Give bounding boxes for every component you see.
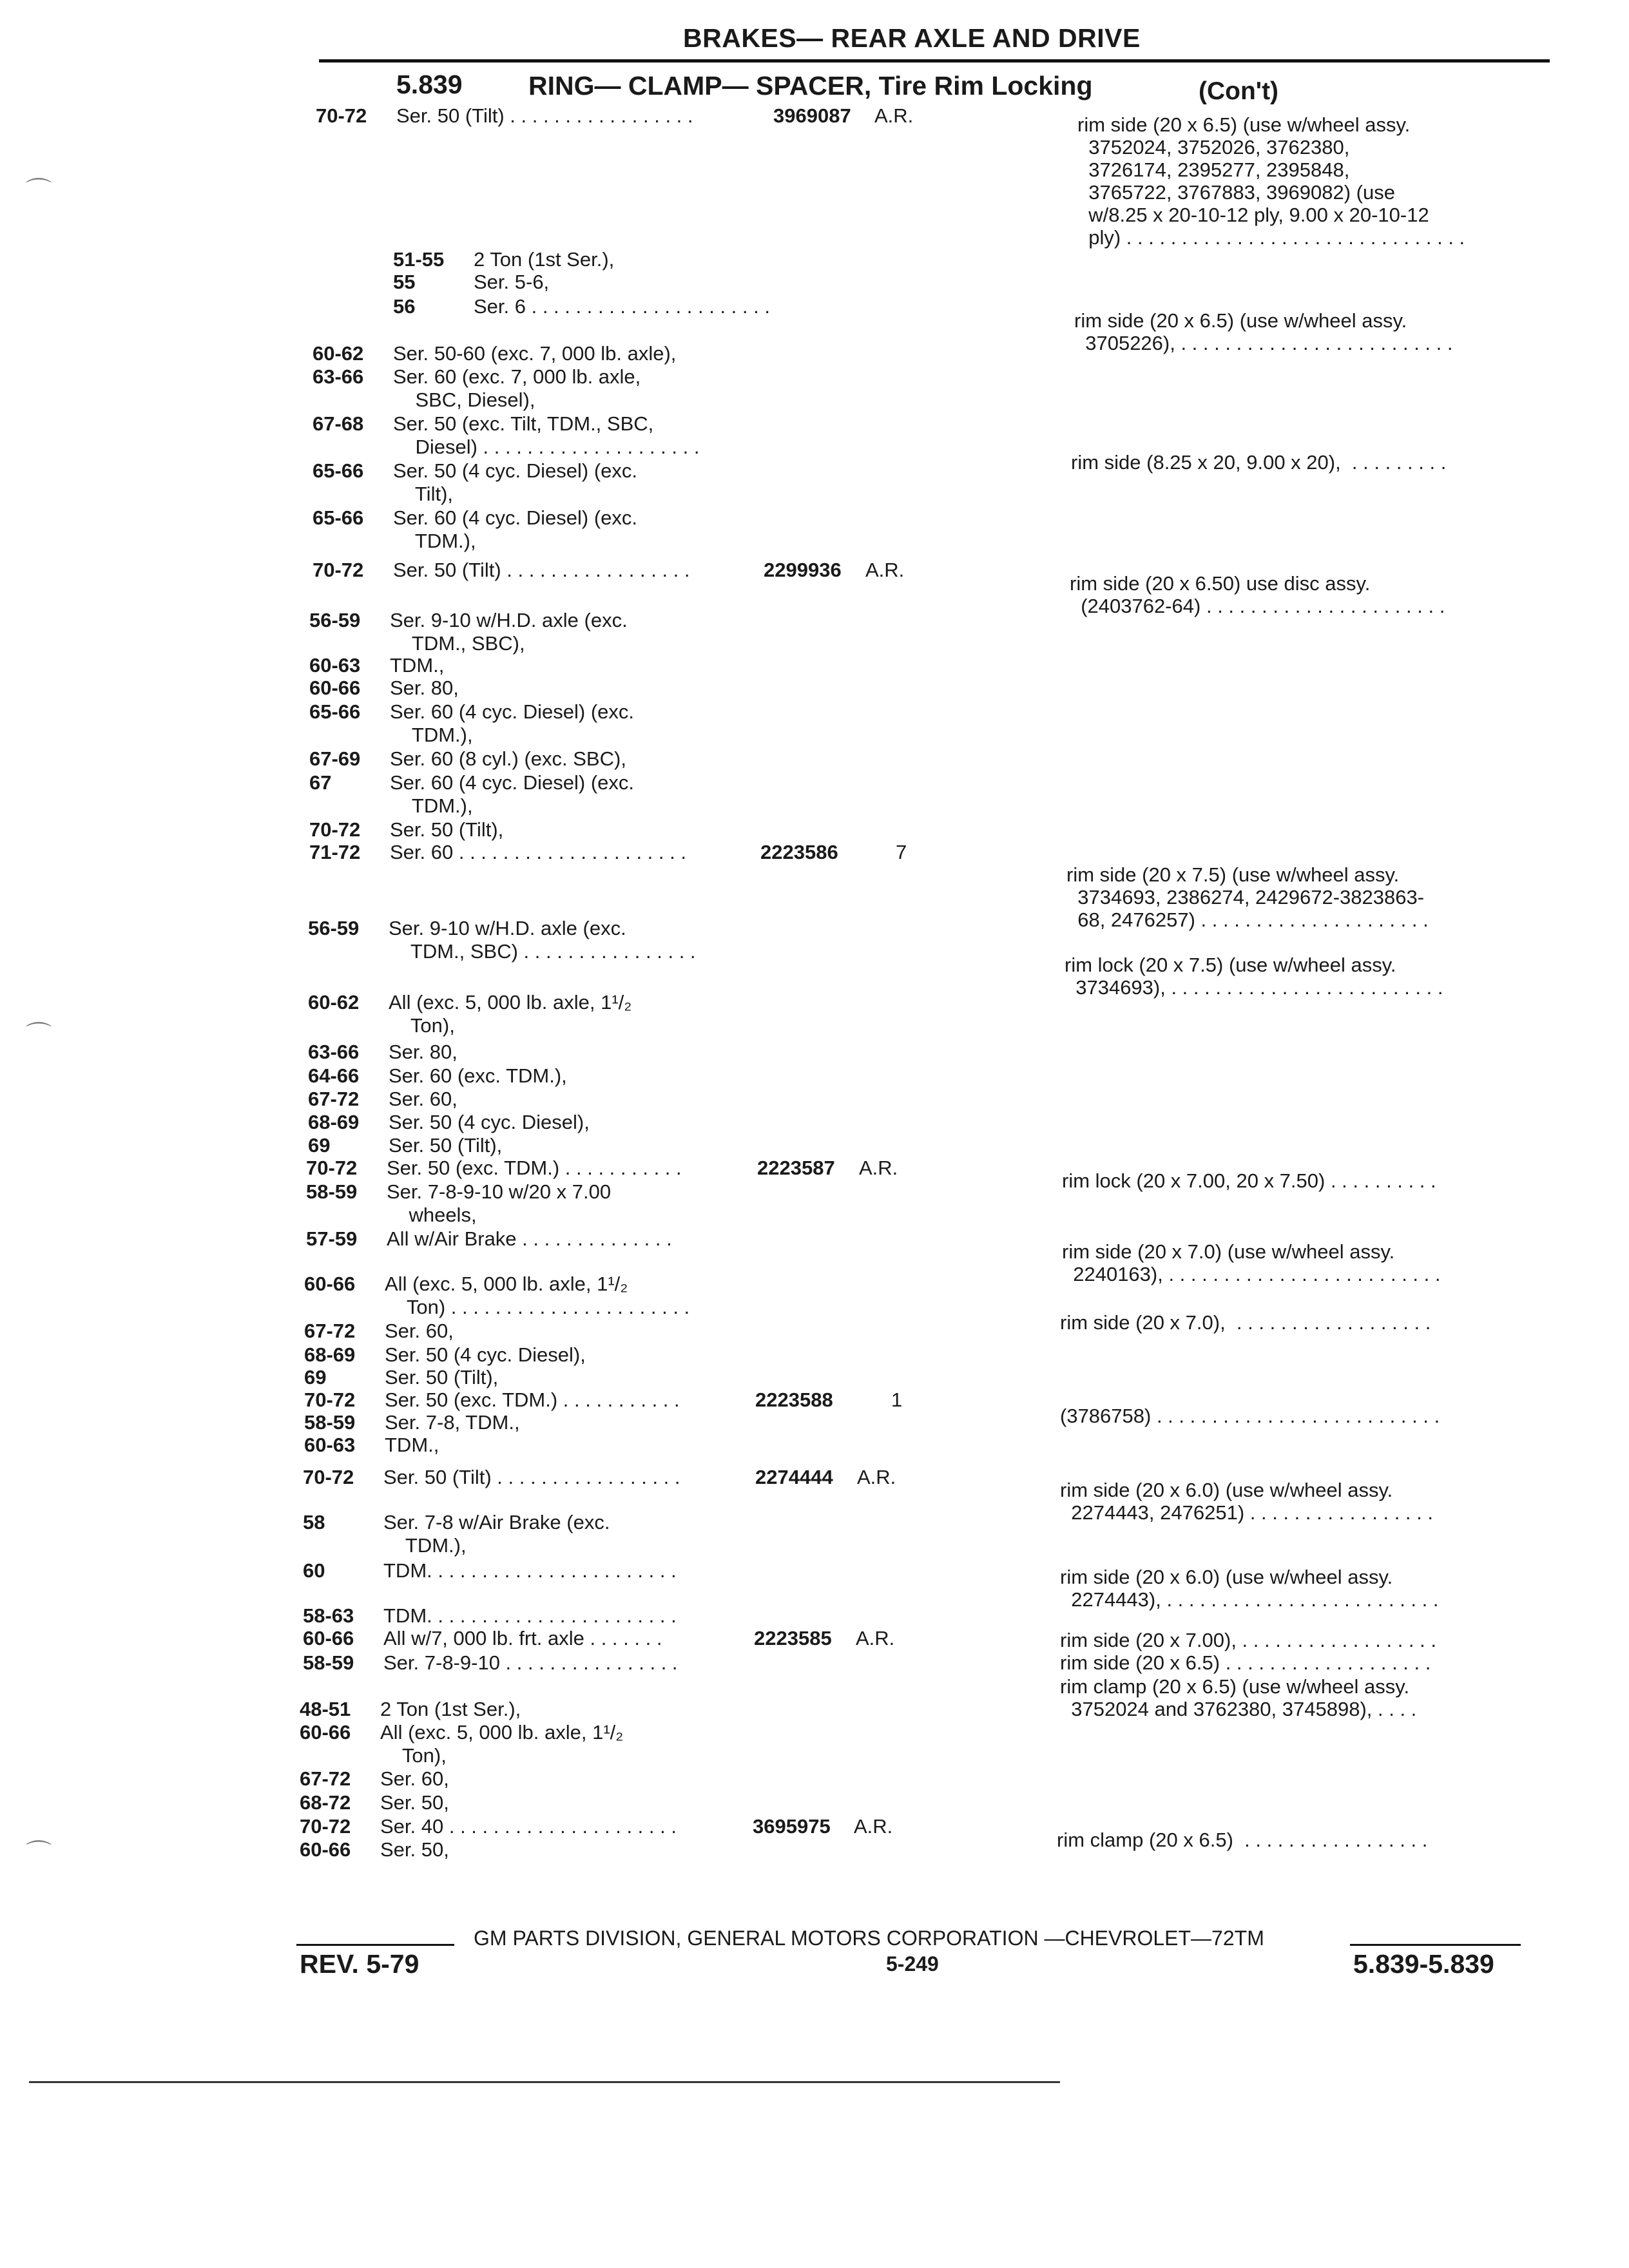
application-description: Ser. 50 (Tilt), <box>385 1366 499 1389</box>
application-description: Ser. 60, <box>385 1320 454 1342</box>
section-continued: (Con't) <box>1199 77 1279 105</box>
header-rule <box>319 59 1550 62</box>
application-description: Ser. 50 (exc. TDM.) . . . . . . . . . . . <box>385 1389 680 1411</box>
application-description: 2 Ton (1st Ser.), <box>474 248 615 271</box>
model-year: 70-72 <box>306 1157 358 1179</box>
part-note: rim lock (20 x 7.00, 20 x 7.50) . . . . . . . . . . <box>1062 1169 1436 1192</box>
quantity: A.R. <box>854 1815 893 1838</box>
model-year: 57-59 <box>306 1227 358 1250</box>
model-year: 67 <box>309 771 332 794</box>
application-description: Ser. 6 . . . . . . . . . . . . . . . . . . . . . . <box>474 295 770 318</box>
application-description: Ser. 60 (4 cyc. Diesel) (exc. TDM.), <box>390 771 635 817</box>
application-description: 2 Ton (1st Ser.), <box>380 1698 521 1720</box>
application-description: All (exc. 5, 000 lb. axle, 1¹/₂ Ton), <box>380 1721 624 1767</box>
model-year: 60-66 <box>309 677 361 699</box>
part-note: rim lock (20 x 7.5) (use w/wheel assy. 3734693), . . . . . . . . . . . . . . . . . . . . . . . . . <box>1065 954 1443 999</box>
quantity: 7 <box>896 841 907 863</box>
part-note: (3786758) . . . . . . . . . . . . . . . . . . . . . . . . . . <box>1060 1405 1440 1427</box>
model-year: 60-62 <box>313 342 364 365</box>
application-description: TDM., <box>385 1434 439 1456</box>
part-note: rim clamp (20 x 6.5) (use w/wheel assy. 3752024 and 3762380, 3745898), . . . . <box>1060 1675 1417 1720</box>
model-year: 69 <box>304 1366 327 1389</box>
model-year: 51-55 <box>393 248 445 271</box>
model-year: 56-59 <box>308 917 360 939</box>
application-description: TDM. . . . . . . . . . . . . . . . . . . . . . . <box>383 1559 677 1582</box>
application-description: Ser. 60, <box>380 1767 449 1790</box>
part-note: rim side (20 x 7.0) (use w/wheel assy. 2240163), . . . . . . . . . . . . . . . . . . . . . . . . . <box>1062 1240 1441 1285</box>
application-description: Ser. 9-10 w/H.D. axle (exc. TDM., SBC) . . . . . . . . . . . . . . . . <box>389 917 696 963</box>
application-description: TDM. . . . . . . . . . . . . . . . . . . . . . . <box>383 1604 677 1627</box>
footer-section-range: 5.839-5.839 <box>1353 1949 1494 1979</box>
application-description: All w/7, 000 lb. frt. axle . . . . . . . <box>383 1627 662 1649</box>
part-number: 2223585 <box>754 1627 832 1649</box>
bottom-rule <box>29 2081 1060 2083</box>
application-description: Ser. 50 (Tilt) . . . . . . . . . . . . . . . . . <box>396 104 693 127</box>
part-note: rim side (20 x 6.0) (use w/wheel assy. 2274443), . . . . . . . . . . . . . . . . . . . . . . . . . <box>1060 1566 1439 1611</box>
part-note: rim side (20 x 6.0) (use w/wheel assy. 2274443, 2476251) . . . . . . . . . . . . . . . . . <box>1060 1479 1433 1524</box>
model-year: 65-66 <box>313 506 364 529</box>
model-year: 70-72 <box>313 559 364 581</box>
part-number: 2223588 <box>755 1389 833 1411</box>
model-year: 63-66 <box>313 365 364 388</box>
application-description: Ser. 50 (exc. Tilt, TDM., SBC, Diesel) . . . . . . . . . . . . . . . . . . . . <box>393 412 700 458</box>
section-title: RING— CLAMP— SPACER, Tire Rim Locking <box>528 71 1093 101</box>
application-description: All (exc. 5, 000 lb. axle, 1¹/₂ Ton) . . . . . . . . . . . . . . . . . . . . . . <box>385 1273 690 1318</box>
application-description: Ser. 50 (Tilt), <box>389 1134 503 1157</box>
part-note: rim clamp (20 x 6.5) . . . . . . . . . . . . . . . . . <box>1057 1829 1428 1851</box>
model-year: 70-72 <box>303 1466 354 1488</box>
part-number: 2299936 <box>764 559 842 581</box>
application-description: Ser. 7-8-9-10 w/20 x 7.00 wheels, <box>387 1180 612 1226</box>
part-number: 3695975 <box>753 1815 831 1838</box>
application-description: All (exc. 5, 000 lb. axle, 1¹/₂ Ton), <box>389 991 632 1037</box>
quantity: A.R. <box>857 1466 896 1488</box>
model-year: 48-51 <box>300 1698 351 1720</box>
model-year: 60-66 <box>303 1627 354 1649</box>
application-description: Ser. 60, <box>389 1088 458 1110</box>
model-year: 67-68 <box>313 412 364 435</box>
model-year: 67-72 <box>308 1088 360 1110</box>
footer-corporation: GM PARTS DIVISION, GENERAL MOTORS CORPORATION —CHEVROLET—72TM <box>474 1927 1264 1950</box>
application-description: Ser. 50, <box>380 1838 449 1861</box>
model-year: 58-59 <box>303 1651 354 1674</box>
application-description: Ser. 60 (exc. 7, 000 lb. axle, SBC, Diesel), <box>393 365 641 411</box>
application-description: Ser. 80, <box>390 677 459 699</box>
part-note: rim side (20 x 7.5) (use w/wheel assy. 3734693, 2386274, 2429672-3823863- 68, 2476257) . . . . . . . . . . . . . . . . . . . . . <box>1066 863 1429 931</box>
application-description: Ser. 7-8, TDM., <box>385 1411 520 1434</box>
part-number: 2223587 <box>757 1157 835 1179</box>
application-description: Ser. 50, <box>380 1791 449 1814</box>
application-description: Ser. 50 (Tilt) . . . . . . . . . . . . . . . . . <box>383 1466 680 1488</box>
part-note: rim side (20 x 6.5) (use w/wheel assy. 3752024, 3752026, 3762380, 3726174, 2395277, 2395848, 3765722, 3767883, 3969082) (use w/8.25 x 20-10-12 ply, 9.00 x 20-10-12 ply) . . . . . . . . . . . . . . . . . . . . . . . . . . . . . . . <box>1077 113 1465 249</box>
model-year: 63-66 <box>308 1041 360 1063</box>
model-year: 70-72 <box>309 818 361 841</box>
application-description: Ser. 50 (exc. TDM.) . . . . . . . . . . . <box>387 1157 682 1179</box>
model-year: 65-66 <box>313 459 364 482</box>
part-note: rim side (20 x 6.5) (use w/wheel assy. 3705226), . . . . . . . . . . . . . . . . . . . . . . . . . <box>1074 309 1453 354</box>
margin-mark: ⌒ <box>26 177 52 206</box>
application-description: Ser. 50 (Tilt) . . . . . . . . . . . . . . . . . <box>393 559 690 581</box>
margin-mark: ⌒ <box>26 1840 52 1868</box>
application-description: Ser. 50-60 (exc. 7, 000 lb. axle), <box>393 342 677 365</box>
part-note: rim side (20 x 7.00), . . . . . . . . . . . . . . . . . . <box>1060 1629 1436 1651</box>
footer-revision: REV. 5-79 <box>300 1949 419 1979</box>
application-description: Ser. 50 (Tilt), <box>390 818 504 841</box>
model-year: 60-66 <box>300 1721 351 1744</box>
application-description: Ser. 40 . . . . . . . . . . . . . . . . . . . . . <box>380 1815 677 1838</box>
model-year: 60-63 <box>309 654 361 677</box>
model-year: 60-66 <box>300 1838 351 1861</box>
part-note: rim side (8.25 x 20, 9.00 x 20), . . . . . . . . . <box>1071 451 1447 474</box>
quantity: 1 <box>891 1389 903 1411</box>
model-year: 71-72 <box>309 841 361 863</box>
model-year: 65-66 <box>309 700 361 723</box>
model-year: 60-66 <box>304 1273 356 1295</box>
quantity: A.R. <box>865 559 905 581</box>
footer-rule-right <box>1350 1944 1521 1946</box>
model-year: 60-63 <box>304 1434 356 1456</box>
part-note: rim side (20 x 6.50) use disc assy. (2403762-64) . . . . . . . . . . . . . . . . . . . . . . <box>1070 572 1445 617</box>
application-description: Ser. 60 (4 cyc. Diesel) (exc. TDM.), <box>393 506 638 552</box>
model-year: 70-72 <box>316 104 367 127</box>
model-year: 60-62 <box>308 991 360 1014</box>
application-description: Ser. 50 (4 cyc. Diesel) (exc. Tilt), <box>393 459 638 505</box>
model-year: 70-72 <box>300 1815 351 1838</box>
model-year: 64-66 <box>308 1064 360 1087</box>
application-description: Ser. 50 (4 cyc. Diesel), <box>385 1343 586 1366</box>
model-year: 67-72 <box>300 1767 351 1790</box>
model-year: 58-59 <box>306 1180 358 1203</box>
application-description: Ser. 60 (exc. TDM.), <box>389 1064 567 1087</box>
model-year: 67-69 <box>309 747 361 770</box>
model-year: 58-63 <box>303 1604 354 1627</box>
application-description: Ser. 60 (8 cyl.) (exc. SBC), <box>390 747 626 770</box>
model-year: 67-72 <box>304 1320 356 1342</box>
margin-mark: ⌒ <box>26 1021 52 1050</box>
quantity: A.R. <box>874 104 914 127</box>
part-number: 3969087 <box>773 104 851 127</box>
application-description: All w/Air Brake . . . . . . . . . . . . . . <box>387 1227 672 1250</box>
application-description: Ser. 7-8-9-10 . . . . . . . . . . . . . . . . <box>383 1651 678 1674</box>
application-description: Ser. 9-10 w/H.D. axle (exc. TDM., SBC), <box>390 609 628 655</box>
application-description: Ser. 60 (4 cyc. Diesel) (exc. TDM.), <box>390 700 635 746</box>
application-description: Ser. 80, <box>389 1041 458 1063</box>
application-description: Ser. 7-8 w/Air Brake (exc. TDM.), <box>383 1511 610 1557</box>
quantity: A.R. <box>859 1157 898 1179</box>
application-description: Ser. 50 (4 cyc. Diesel), <box>389 1111 590 1133</box>
model-year: 70-72 <box>304 1389 356 1411</box>
page-title: BRAKES— REAR AXLE AND DRIVE <box>683 23 1141 53</box>
model-year: 60 <box>303 1559 325 1582</box>
model-year: 68-69 <box>308 1111 360 1133</box>
section-number: 5.839 <box>396 70 463 99</box>
model-year: 68-69 <box>304 1343 356 1366</box>
model-year: 55 <box>393 271 416 293</box>
part-note: rim side (20 x 6.5) . . . . . . . . . . . . . . . . . . . <box>1060 1651 1431 1674</box>
application-description: TDM., <box>390 654 445 677</box>
model-year: 58-59 <box>304 1411 356 1434</box>
footer-rule-left <box>296 1944 454 1946</box>
model-year: 58 <box>303 1511 325 1533</box>
quantity: A.R. <box>856 1627 895 1649</box>
part-number: 2274444 <box>755 1466 833 1488</box>
part-note: rim side (20 x 7.0), . . . . . . . . . . . . . . . . . . <box>1060 1311 1431 1334</box>
application-description: Ser. 5-6, <box>474 271 550 293</box>
model-year: 56 <box>393 295 416 318</box>
part-number: 2223586 <box>760 841 838 863</box>
model-year: 68-72 <box>300 1791 351 1814</box>
model-year: 56-59 <box>309 609 361 631</box>
model-year: 69 <box>308 1134 331 1157</box>
application-description: Ser. 60 . . . . . . . . . . . . . . . . . . . . . <box>390 841 686 863</box>
footer-page-number: 5-249 <box>886 1952 939 1975</box>
